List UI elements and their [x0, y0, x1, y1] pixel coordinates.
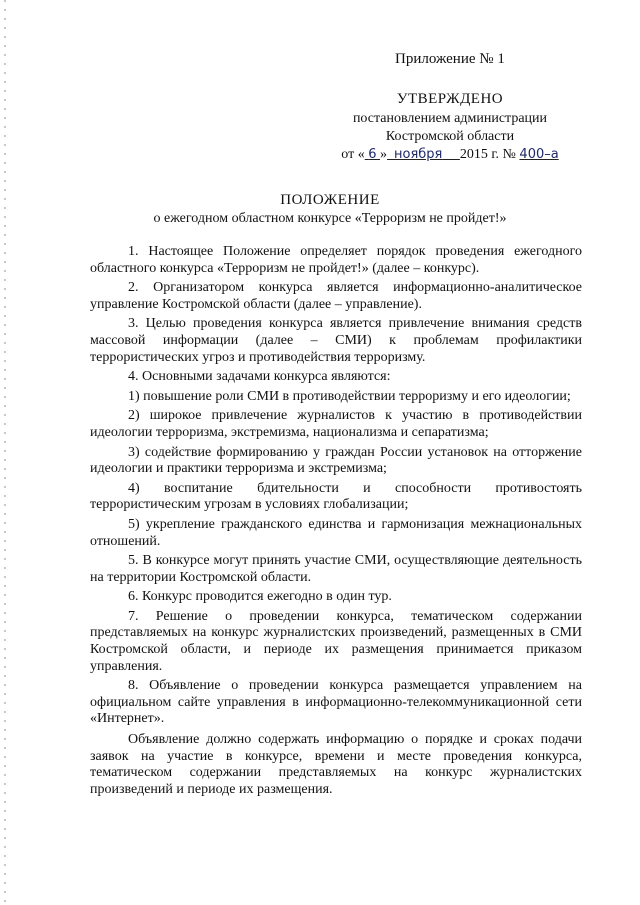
paragraph: 5. В конкурсе могут принять участие СМИ, осуществляющие деятельность на территории Костромской области.: [90, 553, 582, 585]
paragraph: 2. Организатором конкурса является информационно-аналитическое управление Костромской области (далее – управление).: [90, 280, 582, 312]
issuer-line-2: Костромской области: [385, 129, 515, 144]
paragraph: 1) повышение роли СМИ в противодействии терроризму и его идеологии;: [128, 388, 571, 404]
approved-heading: УТВЕРЖДЕНО: [396, 91, 504, 107]
paragraph: 7. Решение о проведении конкурса, тематическом содержании представляемых на конкурс журналистских произведений, размещенных в СМИ Костромской области, и периоде их размещения принимается приказом управления.: [90, 608, 582, 674]
document-title: ПОЛОЖЕНИЕ: [280, 192, 380, 208]
issuer-line-1: постановлением администрации: [352, 111, 548, 126]
paragraph: 1. Настоящее Положение определяет порядок проведения ежегодного областного конкурса «Терроризм не пройдет!» (далее – конкурс).: [90, 244, 582, 276]
appendix-label: Приложение № 1: [395, 51, 505, 67]
date-day: 6: [368, 147, 377, 162]
decree-number: 400–а: [519, 147, 559, 162]
decree-date-line: [300, 146, 600, 164]
paragraph: 4. Основными задачами конкурса являются:: [128, 369, 391, 385]
document-subtitle: о ежегодном областном конкурсе «Терроризм не пройдет!»: [153, 211, 507, 226]
date-day-field: [365, 147, 380, 162]
document-body: [90, 244, 582, 801]
paragraph: 6. Конкурс проводится ежегодно в один тур.: [128, 589, 392, 605]
date-year: 2015 г. №: [459, 147, 516, 162]
date-month-field: [387, 147, 460, 162]
paragraph: 8. Объявление о проведении конкурса размещается управлением на официальном сайте управления в информационно-телекоммуникационной сети «Интернет».: [90, 678, 582, 727]
date-prefix: от «: [341, 147, 365, 162]
paragraph: 2) широкое привлечение журналистов к участию в противодействии идеологии терроризма, экстремизма, национализма и сепаратизма;: [90, 408, 582, 440]
paragraph: Объявление должно содержать информацию о порядке и сроках подачи заявок на участие в конкурсе, времени и месте проведения конкурса, тематическом содержании представляемых на конкурс журналистских произведений и периоде их размещения.: [90, 732, 582, 797]
date-close-quote: »: [380, 147, 388, 162]
paragraph: 4) воспитание бдительности и способности противостоять террористическим угрозам в условиях глобализации;: [90, 480, 582, 513]
paragraph: 3. Целью проведения конкурса является привлечение внимания средств массовой информации (далее – СМИ) к проблемам профилактики террористических угроз и противодействия терроризму.: [90, 316, 582, 365]
scan-edge-marks: [4, 0, 6, 905]
paragraph: 5) укрепление гражданского единства и гармонизация межнациональных отношений.: [90, 516, 582, 549]
paragraph: 3) содействие формированию у граждан России установок на отторжение идеологии и практики терроризма и экстремизма;: [90, 444, 582, 477]
approval-block: [300, 90, 600, 164]
date-month: ноября: [394, 147, 443, 162]
decree-number-field: [519, 147, 558, 162]
